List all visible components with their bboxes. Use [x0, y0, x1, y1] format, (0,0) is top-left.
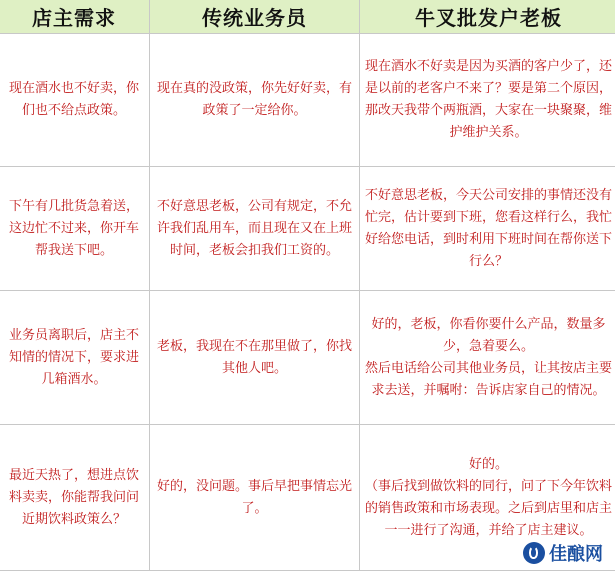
header-traditional-salesman: 传统业务员	[150, 0, 360, 34]
wholesaler-paragraph: 好的，老板，你看你要什么产品，数量多少，急着要么。	[364, 314, 613, 358]
header-wholesaler-boss: 牛叉批发户老板	[360, 0, 615, 34]
watermark	[520, 539, 609, 567]
logo-icon	[523, 542, 545, 564]
wholesaler-paragraph: 然后电话给公司其他业务员，让其按店主要求去送，并嘱咐：告诉店家自己的情况。	[364, 358, 613, 402]
salesman-response-cell: 现在真的没政策，你先好好卖，有政策了一定给你。	[150, 34, 360, 167]
wholesaler-paragraph: 好的。	[364, 454, 613, 476]
owner-need-cell: 业务员离职后，店主不知情的情况下，要求进几箱酒水。	[0, 291, 150, 425]
wholesaler-response-cell	[360, 34, 615, 167]
watermark-text: 佳酿网	[549, 540, 603, 566]
table-row	[0, 34, 615, 167]
wholesaler-paragraph: 不好意思老板，今天公司安排的事情还没有忙完，估计要到下班，您看这样行么，我忙好给您电话，到时利用下班时间在帮你送下行么？	[364, 185, 613, 273]
wholesaler-paragraph: 现在酒水不好卖是因为买酒的客户少了，还是以前的老客户不来了？要是第二个原因，那改天我带个两瓶酒，大家在一块聚聚，维护维护关系。	[364, 56, 613, 144]
wholesaler-paragraph: （事后找到做饮料的同行，问了下今年饮料的销售政策和市场表现。之后到店里和店主一一进行了沟通，并给了店主建议。	[364, 476, 613, 542]
wholesaler-response-cell	[360, 167, 615, 291]
wholesaler-response-cell	[360, 291, 615, 425]
salesman-response-cell: 不好意思老板，公司有规定，不允许我们乱用车，而且现在又在上班时间，老板会扣我们工资的。	[150, 167, 360, 291]
header-row	[0, 0, 615, 34]
salesman-response-cell: 好的，没问题。事后早把事情忘光了。	[150, 425, 360, 571]
table-row	[0, 291, 615, 425]
header-owner-needs: 店主需求	[0, 0, 150, 34]
owner-need-cell: 下午有几批货急着送，这边忙不过来，你开车帮我送下吧。	[0, 167, 150, 291]
salesman-response-cell: 老板，我现在不在那里做了，你找其他人吧。	[150, 291, 360, 425]
owner-need-cell: 最近天热了，想进点饮料卖卖，你能帮我问问近期饮料政策么？	[0, 425, 150, 571]
table-row	[0, 167, 615, 291]
owner-need-cell: 现在酒水也不好卖，你们也不给点政策。	[0, 34, 150, 167]
